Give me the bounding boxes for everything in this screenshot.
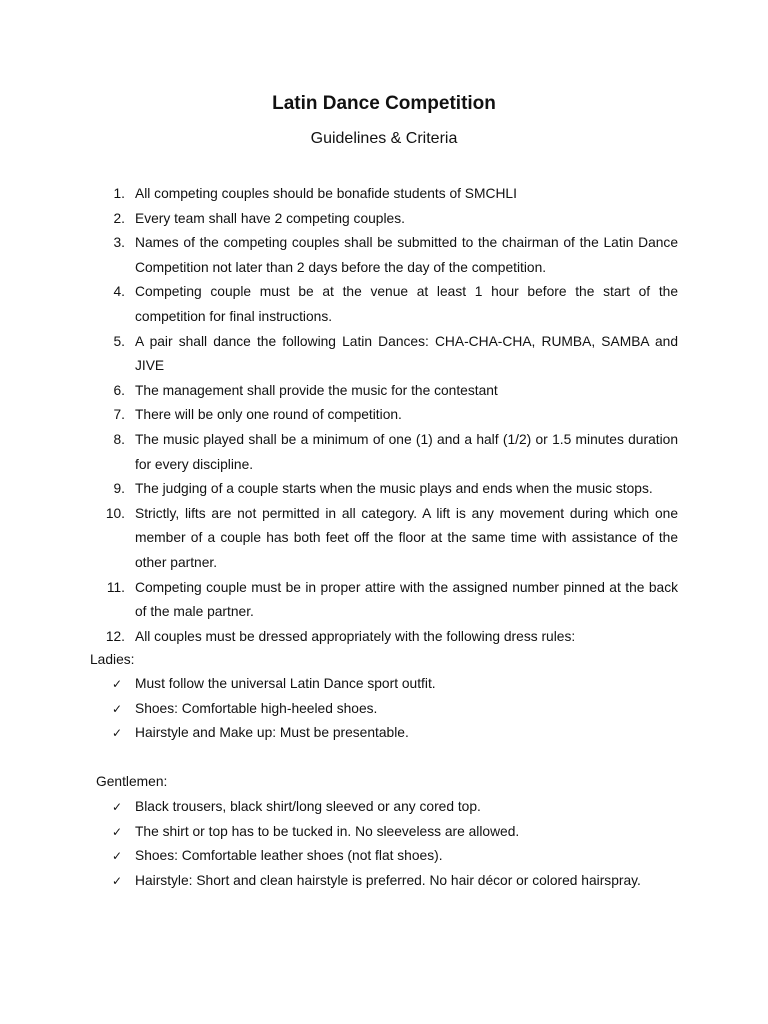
guideline-item	[94, 231, 678, 280]
guideline-text: The judging of a couple starts when the music plays and ends when the music stops.	[135, 481, 653, 497]
guideline-number: 2.	[113, 210, 125, 226]
guideline-number: 4.	[113, 284, 125, 300]
guideline-number: 12.	[105, 628, 125, 644]
dress-rule-text: Shoes: Comfortable leather shoes (not flat shoes).	[135, 848, 443, 864]
list-item	[112, 795, 641, 820]
guideline-number: 8.	[113, 431, 125, 447]
guideline-item	[94, 403, 678, 428]
guideline-number: 7.	[113, 407, 125, 423]
guideline-text: Strictly, lifts are not permitted in all category. A lift is any movement during which one member of a couple has both feet off the floor at the same time with assistance of the other partner.	[135, 505, 678, 570]
dress-rule-text: Hairstyle and Make up: Must be presentable.	[135, 725, 409, 741]
guideline-item	[94, 576, 678, 625]
guideline-number: 1.	[113, 186, 125, 201]
guideline-number: 11.	[106, 579, 125, 595]
list-item	[112, 820, 641, 845]
ladies-heading: Ladies:	[90, 652, 135, 667]
guideline-item	[94, 330, 678, 379]
guideline-text: Competing couple must be at the venue at least 1 hour before the start of the competition for final instructions.	[135, 284, 678, 324]
check-mark-icon: ✓	[112, 800, 123, 814]
guideline-number: 5.	[113, 333, 125, 349]
guideline-text: All competing couples should be bonafide students of SMCHLI	[135, 186, 517, 201]
document-subtitle: Guidelines & Criteria	[310, 130, 458, 147]
guideline-text: Names of the competing couples shall be submitted to the chairman of the Latin Dance Competition not later than 2 days before the day of the competition.	[135, 235, 678, 275]
guideline-number: 6.	[113, 382, 125, 398]
guideline-item	[94, 379, 678, 404]
list-item	[112, 869, 641, 894]
check-mark-icon: ✓	[112, 726, 123, 741]
guideline-number: 10.	[105, 505, 125, 521]
gentlemen-dress-rules	[112, 795, 641, 893]
guideline-text: Competing couple must be in proper attire with the assigned number pinned at the back of the male partner.	[135, 579, 678, 620]
list-item	[112, 672, 436, 697]
dress-rule-text: Black trousers, black shirt/long sleeved or any cored top.	[135, 799, 481, 814]
guideline-text: Every team shall have 2 competing couples.	[135, 210, 405, 226]
guideline-text: The music played shall be a minimum of one (1) and a half (1/2) or 1.5 minutes duration for every discipline.	[135, 431, 678, 472]
check-mark-icon: ✓	[112, 873, 123, 888]
list-item	[112, 697, 436, 722]
list-item	[112, 721, 436, 746]
guideline-item	[94, 625, 678, 650]
dress-rule-text: Hairstyle: Short and clean hairstyle is preferred. No hair décor or colored hairspray.	[135, 872, 641, 888]
guideline-item	[94, 207, 678, 232]
list-item	[112, 844, 641, 869]
guideline-item	[94, 428, 678, 477]
check-mark-icon: ✓	[112, 849, 123, 864]
guideline-number: 3.	[113, 235, 125, 251]
guideline-text: All couples must be dressed appropriately with the following dress rules:	[135, 628, 576, 644]
gentlemen-heading: Gentlemen:	[96, 774, 168, 789]
guideline-text: A pair shall dance the following Latin Dances: CHA-CHA-CHA, RUMBA, SAMBA and JIVE	[135, 333, 678, 374]
check-mark-icon: ✓	[112, 677, 123, 691]
guideline-item	[94, 502, 678, 576]
guideline-number: 9.	[113, 481, 125, 497]
guideline-item	[94, 280, 678, 329]
dress-rule-text: Must follow the universal Latin Dance sport outfit.	[135, 676, 436, 691]
check-mark-icon: ✓	[112, 701, 123, 716]
guidelines-list	[94, 182, 678, 649]
ladies-dress-rules	[112, 672, 436, 746]
dress-rule-text: Shoes: Comfortable high-heeled shoes.	[135, 700, 378, 716]
guideline-text: There will be only one round of competition.	[135, 407, 402, 423]
check-mark-icon: ✓	[112, 824, 123, 839]
dress-rule-text: The shirt or top has to be tucked in. No sleeveless are allowed.	[135, 823, 520, 839]
guideline-item	[94, 182, 678, 207]
guideline-text: The management shall provide the music for the contestant	[135, 382, 498, 398]
document-title: Latin Dance Competition	[272, 93, 496, 114]
guideline-item	[94, 477, 678, 502]
